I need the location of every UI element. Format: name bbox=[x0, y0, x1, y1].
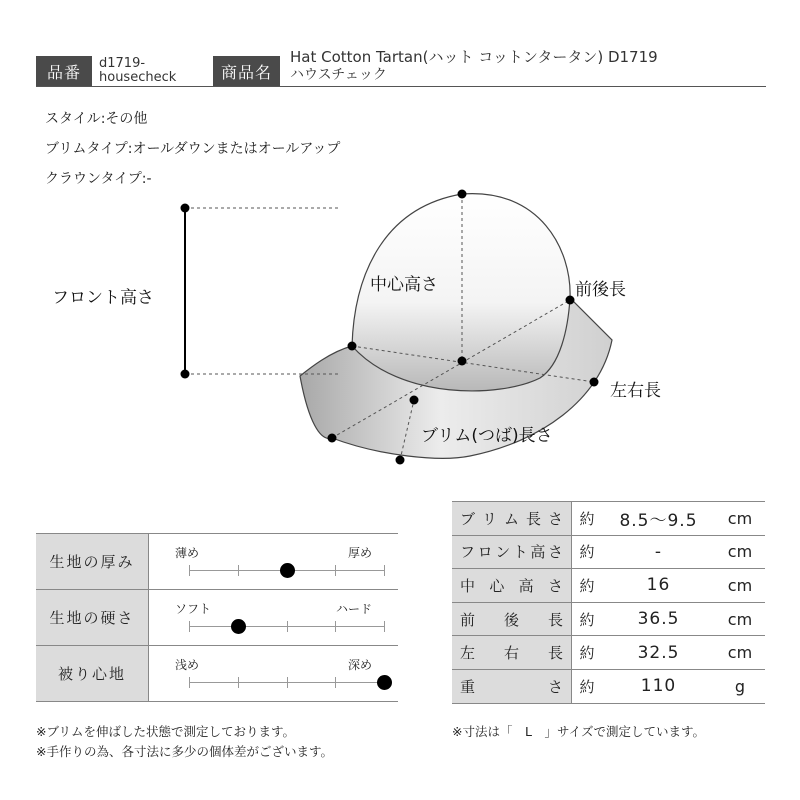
measure-label-char: さ bbox=[547, 509, 563, 528]
scale-tick bbox=[287, 621, 288, 632]
feel-row-thickness bbox=[36, 534, 398, 590]
measure-about: 約 bbox=[579, 543, 595, 562]
scale-min-label: 浅め bbox=[175, 658, 200, 672]
feel-row-label: 生地の硬さ bbox=[36, 590, 149, 645]
measure-label-char: ブ bbox=[460, 509, 476, 528]
note-handmade: ※手作りの為、各寸法に多少の個体差がございます。 bbox=[36, 744, 333, 759]
measure-row-weight bbox=[452, 670, 765, 704]
measure-label-char: 前 bbox=[460, 610, 476, 629]
note-size: ※寸法は「 L 」サイズで測定しています。 bbox=[452, 724, 705, 739]
product-name-line1: Hat Cotton Tartan(ハット コットンタータン) D1719 bbox=[290, 48, 658, 66]
scale-tick bbox=[238, 565, 239, 576]
scale-max-label: ハード bbox=[335, 602, 372, 616]
feel-table bbox=[36, 533, 398, 702]
measure-unit: cm bbox=[727, 609, 753, 629]
measure-label-char: 高 bbox=[518, 576, 534, 595]
center-height-label: 中心高さ bbox=[370, 275, 438, 295]
measure-about: 約 bbox=[579, 677, 595, 696]
hat-illustration bbox=[0, 180, 800, 480]
measure-row-front-back bbox=[452, 603, 765, 637]
measure-label-char: 左 bbox=[460, 644, 476, 663]
measure-value: - bbox=[654, 541, 663, 562]
measure-label-char: リ bbox=[481, 509, 497, 528]
measure-label-char: ム bbox=[503, 509, 519, 528]
scale-tick bbox=[287, 677, 288, 688]
measure-unit: cm bbox=[727, 643, 753, 663]
scale-tick bbox=[189, 565, 190, 576]
product-name-value bbox=[290, 48, 658, 84]
product-name-line2: ハウスチェック bbox=[290, 67, 387, 83]
front-height-label: フロント高さ bbox=[52, 288, 154, 308]
feel-row-fit-depth bbox=[36, 646, 398, 702]
scale-tick bbox=[335, 621, 336, 632]
measure-row-front-height bbox=[452, 536, 765, 570]
measure-label bbox=[452, 670, 572, 703]
scale-indicator-dot bbox=[377, 675, 392, 690]
scale-max-label: 深め bbox=[347, 658, 372, 672]
measure-value: 36.5 bbox=[637, 609, 680, 630]
measure-about: 約 bbox=[579, 576, 595, 595]
feel-row-hardness bbox=[36, 590, 398, 646]
scale-min-label: 薄め bbox=[175, 546, 200, 560]
scale-min-label: ソフト bbox=[175, 602, 212, 616]
scale-tick bbox=[189, 677, 190, 688]
measure-label-char: 長 bbox=[525, 509, 541, 528]
measure-value: 110 bbox=[640, 676, 677, 697]
scale-max-label: 厚め bbox=[347, 546, 372, 560]
measure-about: 約 bbox=[579, 610, 595, 629]
scale-indicator-dot bbox=[231, 619, 246, 634]
measure-label-char: 長 bbox=[547, 644, 563, 663]
front-back-label: 前後長 bbox=[575, 280, 626, 300]
feel-row-label: 被り心地 bbox=[36, 646, 149, 701]
feel-row-scale bbox=[149, 646, 398, 701]
scale-tick bbox=[384, 565, 385, 576]
measure-label-char: 長 bbox=[547, 610, 563, 629]
scale-track bbox=[189, 682, 384, 683]
measure-label-char: さ bbox=[547, 543, 563, 562]
spec-style: スタイル:その他 bbox=[45, 111, 148, 127]
measure-about: 約 bbox=[579, 509, 595, 528]
measure-label bbox=[452, 569, 572, 602]
measure-label-char: 右 bbox=[503, 644, 519, 663]
measure-label-char: ロ bbox=[477, 543, 493, 562]
hat-diagram bbox=[0, 180, 800, 480]
measure-unit: g bbox=[734, 676, 746, 696]
measurement-table bbox=[452, 501, 765, 704]
measure-label-char: さ bbox=[547, 677, 563, 696]
measure-label-char: 中 bbox=[460, 576, 476, 595]
measure-label-char: 重 bbox=[460, 677, 476, 696]
scale-indicator-dot bbox=[280, 563, 295, 578]
scale-track bbox=[189, 626, 384, 627]
measure-row-brim-length bbox=[452, 502, 765, 536]
scale-tick bbox=[335, 565, 336, 576]
measure-label-char: ン bbox=[495, 543, 511, 562]
measure-label-char: フ bbox=[460, 543, 476, 562]
measure-row-left-right bbox=[452, 636, 765, 670]
measure-label bbox=[452, 636, 572, 669]
measure-unit: cm bbox=[727, 575, 753, 595]
scale-tick bbox=[384, 621, 385, 632]
measure-label bbox=[452, 502, 572, 535]
spec-brim-type: ブリムタイプ:オールダウンまたはオールアップ bbox=[45, 141, 341, 157]
scale-tick bbox=[238, 677, 239, 688]
product-code-value bbox=[99, 57, 176, 85]
brim-length-label: ブリム(つば)長さ bbox=[421, 426, 553, 446]
scale-tick bbox=[335, 677, 336, 688]
product-name-label: 商品名 bbox=[213, 56, 280, 86]
measure-about: 約 bbox=[579, 644, 595, 663]
product-code-line1: d1719- bbox=[99, 56, 146, 71]
measure-label-char: 心 bbox=[489, 576, 505, 595]
feel-row-label: 生地の厚み bbox=[36, 534, 149, 589]
feel-row-scale bbox=[149, 590, 398, 645]
feel-row-scale bbox=[149, 534, 398, 589]
left-right-label: 左右長 bbox=[610, 381, 661, 401]
measure-label bbox=[452, 603, 572, 636]
measure-label bbox=[452, 536, 572, 569]
scale-track bbox=[189, 570, 384, 571]
measure-label-char: 高 bbox=[530, 543, 546, 562]
product-code-line2: housecheck bbox=[99, 70, 177, 85]
measure-label-char: 後 bbox=[503, 610, 519, 629]
measure-value: 32.5 bbox=[637, 642, 680, 663]
measure-unit: cm bbox=[727, 508, 753, 528]
note-brim-measure: ※ブリムを伸ばした状態で測定しております。 bbox=[36, 724, 295, 739]
spec-crown-type: クラウンタイプ:- bbox=[45, 171, 152, 187]
measure-unit: cm bbox=[727, 542, 753, 562]
measure-value: 16 bbox=[646, 575, 671, 596]
scale-tick bbox=[189, 621, 190, 632]
measure-row-center-height bbox=[452, 569, 765, 603]
header-rule bbox=[36, 86, 766, 87]
measure-label-char: ト bbox=[512, 543, 528, 562]
product-code-label: 品番 bbox=[36, 56, 92, 86]
measure-label-char: さ bbox=[547, 576, 563, 595]
measure-value: 8.5～9.5 bbox=[619, 510, 698, 531]
